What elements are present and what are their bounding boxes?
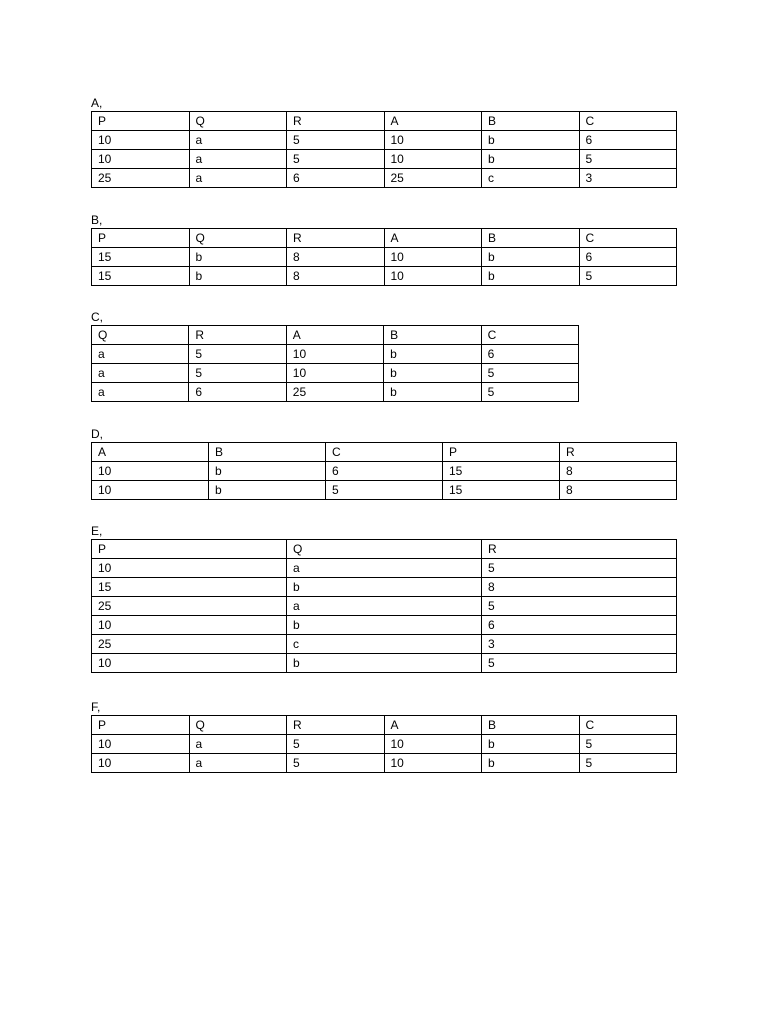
table-cell: b <box>189 267 287 286</box>
header-cell: R <box>287 229 385 248</box>
section-e <box>91 524 677 673</box>
table-cell: 15 <box>92 578 287 597</box>
section-f <box>91 700 677 773</box>
table-cell: 6 <box>189 383 286 402</box>
header-cell: R <box>482 540 677 559</box>
table-cell: 10 <box>384 735 482 754</box>
table-cell: 25 <box>92 169 190 188</box>
table-cell: a <box>189 131 287 150</box>
table-e <box>91 539 677 673</box>
section-label-d: D, <box>91 427 103 441</box>
section-label-c: C, <box>91 310 103 324</box>
header-cell: C <box>579 716 677 735</box>
table-cell: a <box>189 169 287 188</box>
table-cell: b <box>384 364 481 383</box>
table-d <box>91 442 677 500</box>
header-cell: Q <box>189 229 287 248</box>
section-b <box>91 213 677 286</box>
table-row <box>92 131 677 150</box>
header-cell: Q <box>287 540 482 559</box>
table-cell: 10 <box>384 131 482 150</box>
table-a <box>91 111 677 188</box>
table-row <box>92 248 677 267</box>
section-label-f: F, <box>91 700 101 714</box>
table-cell: 5 <box>189 345 286 364</box>
header-cell: P <box>443 443 560 462</box>
table-cell: a <box>189 754 287 773</box>
table-cell: 8 <box>482 578 677 597</box>
table-cell: 3 <box>579 169 677 188</box>
table-cell: 5 <box>579 735 677 754</box>
table-cell: b <box>209 462 326 481</box>
table-cell: 10 <box>92 131 190 150</box>
table-cell: b <box>287 578 482 597</box>
table-cell: 8 <box>287 248 385 267</box>
table-cell: 10 <box>286 345 383 364</box>
table-cell: 5 <box>579 267 677 286</box>
table-row <box>92 267 677 286</box>
table-header-row <box>92 443 677 462</box>
table-cell: b <box>482 248 580 267</box>
table-cell: b <box>384 383 481 402</box>
table-cell: b <box>189 248 287 267</box>
table-row <box>92 754 677 773</box>
table-cell: 10 <box>92 735 190 754</box>
table-row <box>92 150 677 169</box>
table-header-row <box>92 326 579 345</box>
table-cell: a <box>92 364 189 383</box>
header-cell: B <box>482 229 580 248</box>
table-cell: 5 <box>287 150 385 169</box>
header-cell: A <box>384 716 482 735</box>
header-cell: R <box>287 716 385 735</box>
table-cell: 5 <box>482 597 677 616</box>
section-a <box>91 96 677 188</box>
table-cell: b <box>287 616 482 635</box>
table-cell: 5 <box>287 131 385 150</box>
table-cell: 15 <box>92 248 190 267</box>
header-cell: R <box>560 443 677 462</box>
header-cell: P <box>92 229 190 248</box>
table-cell: b <box>482 131 580 150</box>
header-cell: A <box>384 112 482 131</box>
table-cell: 6 <box>579 248 677 267</box>
header-cell: Q <box>189 112 287 131</box>
table-cell: 10 <box>92 654 287 673</box>
table-header-row <box>92 112 677 131</box>
table-row <box>92 364 579 383</box>
table-row <box>92 383 579 402</box>
section-c <box>91 310 579 402</box>
table-cell: a <box>189 150 287 169</box>
table-cell: 25 <box>92 597 287 616</box>
table-row <box>92 462 677 481</box>
header-cell: Q <box>189 716 287 735</box>
table-row <box>92 597 677 616</box>
header-cell: R <box>287 112 385 131</box>
table-cell: 6 <box>287 169 385 188</box>
table-cell: 10 <box>384 248 482 267</box>
table-cell: 10 <box>92 481 209 500</box>
table-cell: b <box>384 345 481 364</box>
table-header-row <box>92 540 677 559</box>
table-cell: 5 <box>287 754 385 773</box>
table-cell: 8 <box>560 481 677 500</box>
table-cell: 10 <box>92 559 287 578</box>
table-row <box>92 735 677 754</box>
table-cell: b <box>287 654 482 673</box>
table-row <box>92 654 677 673</box>
table-cell: 5 <box>189 364 286 383</box>
header-cell: C <box>481 326 578 345</box>
header-cell: P <box>92 716 190 735</box>
table-row <box>92 616 677 635</box>
section-d <box>91 427 677 500</box>
table-cell: a <box>189 735 287 754</box>
table-cell: 10 <box>384 150 482 169</box>
table-cell: c <box>287 635 482 654</box>
section-label-e: E, <box>91 524 103 538</box>
table-row <box>92 578 677 597</box>
table-cell: 25 <box>92 635 287 654</box>
table-cell: 5 <box>579 754 677 773</box>
header-cell: B <box>209 443 326 462</box>
table-cell: a <box>92 345 189 364</box>
table-row <box>92 559 677 578</box>
header-cell: B <box>384 326 481 345</box>
table-cell: 8 <box>287 267 385 286</box>
table-cell: 5 <box>579 150 677 169</box>
header-cell: R <box>189 326 286 345</box>
header-cell: A <box>92 443 209 462</box>
table-f <box>91 715 677 773</box>
table-cell: a <box>287 597 482 616</box>
table-cell: 10 <box>286 364 383 383</box>
table-header-row <box>92 229 677 248</box>
table-cell: 25 <box>384 169 482 188</box>
header-cell: C <box>579 229 677 248</box>
table-row <box>92 169 677 188</box>
header-cell: P <box>92 540 287 559</box>
table-cell: 3 <box>482 635 677 654</box>
header-cell: B <box>482 112 580 131</box>
table-row <box>92 345 579 364</box>
header-cell: Q <box>92 326 189 345</box>
table-header-row <box>92 716 677 735</box>
table-cell: 6 <box>579 131 677 150</box>
table-cell: b <box>482 150 580 169</box>
header-cell: C <box>326 443 443 462</box>
table-b <box>91 228 677 286</box>
table-cell: b <box>482 735 580 754</box>
table-cell: 10 <box>384 754 482 773</box>
table-cell: 10 <box>92 616 287 635</box>
header-cell: C <box>579 112 677 131</box>
header-cell: A <box>384 229 482 248</box>
table-cell: 5 <box>481 364 578 383</box>
table-cell: 5 <box>482 654 677 673</box>
table-cell: c <box>482 169 580 188</box>
table-cell: 10 <box>384 267 482 286</box>
table-row <box>92 635 677 654</box>
table-row <box>92 481 677 500</box>
table-cell: 8 <box>560 462 677 481</box>
table-cell: b <box>209 481 326 500</box>
table-cell: a <box>92 383 189 402</box>
table-cell: 5 <box>326 481 443 500</box>
table-cell: 6 <box>326 462 443 481</box>
section-label-a: A, <box>91 96 103 110</box>
header-cell: P <box>92 112 190 131</box>
table-cell: 6 <box>481 345 578 364</box>
table-cell: 15 <box>443 462 560 481</box>
table-cell: 15 <box>443 481 560 500</box>
header-cell: A <box>286 326 383 345</box>
table-cell: b <box>482 267 580 286</box>
header-cell: B <box>482 716 580 735</box>
table-cell: 5 <box>287 735 385 754</box>
table-cell: 10 <box>92 150 190 169</box>
table-cell: 10 <box>92 754 190 773</box>
table-cell: 5 <box>481 383 578 402</box>
table-cell: 5 <box>482 559 677 578</box>
section-label-b: B, <box>91 213 103 227</box>
table-cell: 25 <box>286 383 383 402</box>
table-cell: a <box>287 559 482 578</box>
table-cell: 6 <box>482 616 677 635</box>
table-cell: 10 <box>92 462 209 481</box>
table-c <box>91 325 579 402</box>
table-cell: b <box>482 754 580 773</box>
table-cell: 15 <box>92 267 190 286</box>
